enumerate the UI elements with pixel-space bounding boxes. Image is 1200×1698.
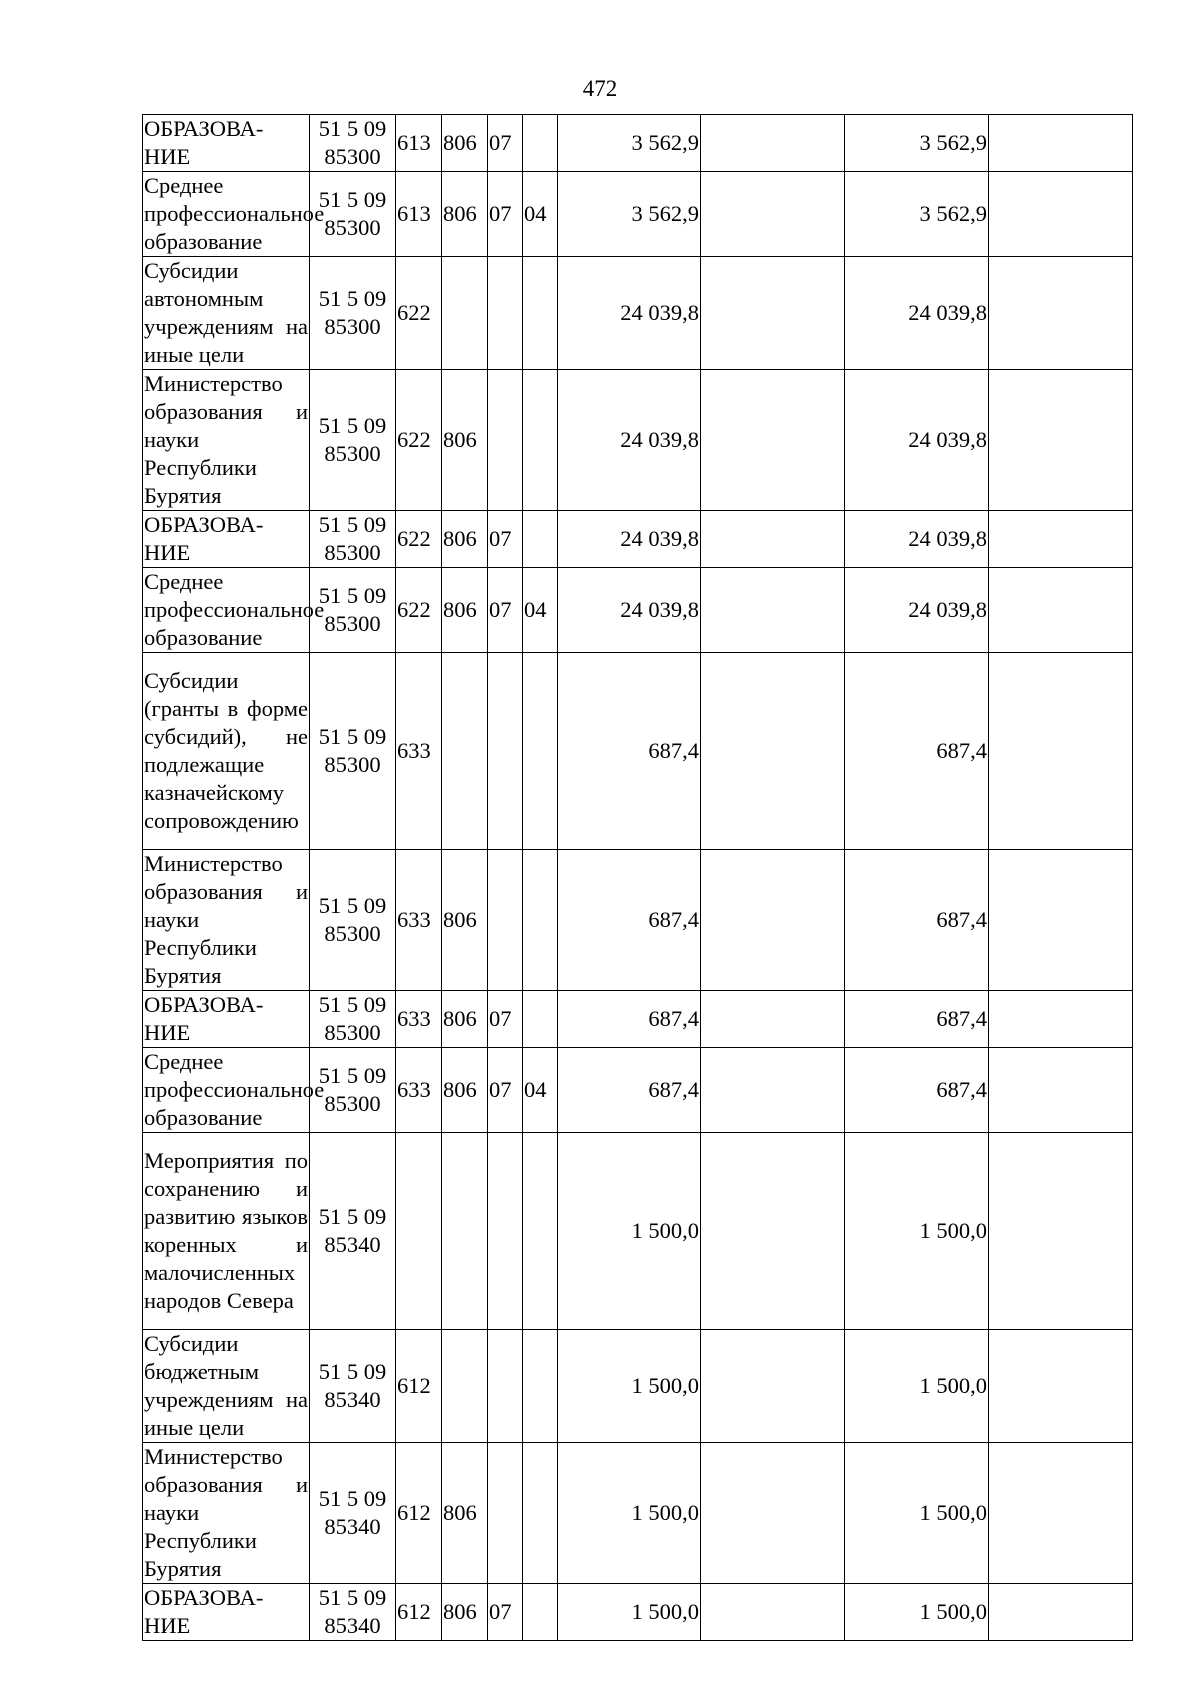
expense-type-code: 612 bbox=[396, 1330, 442, 1443]
amount-column-4 bbox=[989, 1443, 1133, 1584]
subsection-code bbox=[523, 1330, 558, 1443]
amount-total: 1 500,0 bbox=[558, 1584, 701, 1641]
amount-total: 24 039,8 bbox=[558, 257, 701, 370]
ministry-code: 806 bbox=[442, 850, 488, 991]
amount-column-2 bbox=[701, 370, 845, 511]
table-row bbox=[143, 850, 1133, 991]
amount-total: 687,4 bbox=[558, 653, 701, 850]
expense-type-code: 613 bbox=[396, 172, 442, 257]
row-name: Министерство образования и науки Республики Бурятия bbox=[143, 370, 310, 511]
ministry-code: 806 bbox=[442, 511, 488, 568]
target-code: 51 5 09 85300 bbox=[310, 370, 396, 511]
amount-column-3: 1 500,0 bbox=[845, 1133, 989, 1330]
section-code bbox=[488, 1443, 523, 1584]
section-code: 07 bbox=[488, 172, 523, 257]
row-name: Среднее профессиональное образование bbox=[143, 172, 310, 257]
row-name: Среднее профессиональное образование bbox=[143, 568, 310, 653]
subsection-code bbox=[523, 850, 558, 991]
subsection-code bbox=[523, 370, 558, 511]
amount-column-3: 687,4 bbox=[845, 991, 989, 1048]
amount-column-3: 1 500,0 bbox=[845, 1330, 989, 1443]
row-name: ОБРАЗОВА-НИЕ bbox=[143, 511, 310, 568]
amount-column-4 bbox=[989, 370, 1133, 511]
subsection-code bbox=[523, 257, 558, 370]
subsection-code bbox=[523, 115, 558, 172]
amount-column-2 bbox=[701, 1133, 845, 1330]
table-row bbox=[143, 1584, 1133, 1641]
amount-column-4 bbox=[989, 257, 1133, 370]
row-name: Мероприятия по сохранению и развитию языков коренных и малочисленных народов Севера bbox=[143, 1133, 310, 1330]
amount-column-2 bbox=[701, 172, 845, 257]
amount-column-4 bbox=[989, 1584, 1133, 1641]
expense-type-code: 633 bbox=[396, 850, 442, 991]
target-code: 51 5 09 85300 bbox=[310, 257, 396, 370]
subsection-code bbox=[523, 653, 558, 850]
expense-type-code: 633 bbox=[396, 1048, 442, 1133]
target-code: 51 5 09 85300 bbox=[310, 568, 396, 653]
amount-column-3: 687,4 bbox=[845, 850, 989, 991]
expense-type-code: 613 bbox=[396, 115, 442, 172]
amount-total: 24 039,8 bbox=[558, 511, 701, 568]
ministry-code: 806 bbox=[442, 1048, 488, 1133]
expense-type-code: 612 bbox=[396, 1443, 442, 1584]
target-code: 51 5 09 85340 bbox=[310, 1443, 396, 1584]
amount-column-2 bbox=[701, 568, 845, 653]
section-code bbox=[488, 370, 523, 511]
amount-total: 1 500,0 bbox=[558, 1443, 701, 1584]
expense-type-code: 633 bbox=[396, 653, 442, 850]
subsection-code bbox=[523, 511, 558, 568]
target-code: 51 5 09 85340 bbox=[310, 1584, 396, 1641]
ministry-code bbox=[442, 1133, 488, 1330]
expense-type-code: 622 bbox=[396, 370, 442, 511]
subsection-code bbox=[523, 1133, 558, 1330]
section-code: 07 bbox=[488, 568, 523, 653]
amount-total: 24 039,8 bbox=[558, 370, 701, 511]
amount-column-4 bbox=[989, 511, 1133, 568]
target-code: 51 5 09 85300 bbox=[310, 850, 396, 991]
amount-column-4 bbox=[989, 115, 1133, 172]
table-row bbox=[143, 370, 1133, 511]
ministry-code: 806 bbox=[442, 172, 488, 257]
amount-column-2 bbox=[701, 991, 845, 1048]
section-code bbox=[488, 653, 523, 850]
target-code: 51 5 09 85300 bbox=[310, 172, 396, 257]
subsection-code bbox=[523, 991, 558, 1048]
ministry-code: 806 bbox=[442, 1443, 488, 1584]
amount-total: 687,4 bbox=[558, 1048, 701, 1133]
amount-column-2 bbox=[701, 653, 845, 850]
amount-total: 687,4 bbox=[558, 991, 701, 1048]
expense-type-code: 622 bbox=[396, 568, 442, 653]
section-code: 07 bbox=[488, 115, 523, 172]
amount-column-3: 1 500,0 bbox=[845, 1584, 989, 1641]
table-row bbox=[143, 1048, 1133, 1133]
budget-table bbox=[142, 114, 1133, 1641]
amount-column-4 bbox=[989, 1133, 1133, 1330]
expense-type-code bbox=[396, 1133, 442, 1330]
row-name: Министерство образования и науки Республики Бурятия bbox=[143, 850, 310, 991]
amount-column-2 bbox=[701, 1330, 845, 1443]
amount-total: 687,4 bbox=[558, 850, 701, 991]
amount-column-4 bbox=[989, 1048, 1133, 1133]
amount-column-2 bbox=[701, 850, 845, 991]
amount-column-3: 1 500,0 bbox=[845, 1443, 989, 1584]
ministry-code bbox=[442, 653, 488, 850]
section-code: 07 bbox=[488, 511, 523, 568]
expense-type-code: 622 bbox=[396, 257, 442, 370]
amount-column-3: 3 562,9 bbox=[845, 115, 989, 172]
section-code: 07 bbox=[488, 1048, 523, 1133]
amount-column-2 bbox=[701, 511, 845, 568]
amount-column-3: 24 039,8 bbox=[845, 370, 989, 511]
table-row bbox=[143, 115, 1133, 172]
amount-column-4 bbox=[989, 1330, 1133, 1443]
row-name: Министерство образования и науки Республики Бурятия bbox=[143, 1443, 310, 1584]
amount-total: 3 562,9 bbox=[558, 172, 701, 257]
amount-column-3: 3 562,9 bbox=[845, 172, 989, 257]
target-code: 51 5 09 85300 bbox=[310, 511, 396, 568]
amount-column-2 bbox=[701, 257, 845, 370]
amount-column-4 bbox=[989, 991, 1133, 1048]
amount-column-4 bbox=[989, 568, 1133, 653]
expense-type-code: 612 bbox=[396, 1584, 442, 1641]
row-name: Субсидии бюджетным учреждениям на иные цели bbox=[143, 1330, 310, 1443]
row-name: Субсидии автономным учреждениям на иные цели bbox=[143, 257, 310, 370]
row-name: ОБРАЗОВА-НИЕ bbox=[143, 115, 310, 172]
ministry-code bbox=[442, 1330, 488, 1443]
amount-column-4 bbox=[989, 850, 1133, 991]
amount-total: 3 562,9 bbox=[558, 115, 701, 172]
target-code: 51 5 09 85300 bbox=[310, 653, 396, 850]
ministry-code: 806 bbox=[442, 370, 488, 511]
amount-total: 1 500,0 bbox=[558, 1330, 701, 1443]
amount-column-3: 24 039,8 bbox=[845, 568, 989, 653]
amount-column-2 bbox=[701, 1443, 845, 1584]
amount-column-4 bbox=[989, 653, 1133, 850]
amount-column-3: 24 039,8 bbox=[845, 511, 989, 568]
target-code: 51 5 09 85340 bbox=[310, 1330, 396, 1443]
table-row bbox=[143, 1133, 1133, 1330]
amount-column-3: 687,4 bbox=[845, 1048, 989, 1133]
section-code: 07 bbox=[488, 1584, 523, 1641]
target-code: 51 5 09 85300 bbox=[310, 1048, 396, 1133]
table-row bbox=[143, 991, 1133, 1048]
amount-column-2 bbox=[701, 1048, 845, 1133]
row-name: ОБРАЗОВА-НИЕ bbox=[143, 991, 310, 1048]
amount-total: 24 039,8 bbox=[558, 568, 701, 653]
table-row bbox=[143, 1443, 1133, 1584]
target-code: 51 5 09 85300 bbox=[310, 991, 396, 1048]
ministry-code bbox=[442, 257, 488, 370]
table-row bbox=[143, 1330, 1133, 1443]
table-row bbox=[143, 257, 1133, 370]
amount-column-4 bbox=[989, 172, 1133, 257]
table-row bbox=[143, 653, 1133, 850]
expense-type-code: 633 bbox=[396, 991, 442, 1048]
target-code: 51 5 09 85300 bbox=[310, 115, 396, 172]
target-code: 51 5 09 85340 bbox=[310, 1133, 396, 1330]
row-name: Субсидии (гранты в форме субсидий), не подлежащие казначейскому сопровождению bbox=[143, 653, 310, 850]
subsection-code: 04 bbox=[523, 568, 558, 653]
subsection-code bbox=[523, 1443, 558, 1584]
ministry-code: 806 bbox=[442, 568, 488, 653]
ministry-code: 806 bbox=[442, 115, 488, 172]
section-code bbox=[488, 850, 523, 991]
amount-column-3: 687,4 bbox=[845, 653, 989, 850]
section-code bbox=[488, 257, 523, 370]
amount-column-3: 24 039,8 bbox=[845, 257, 989, 370]
subsection-code bbox=[523, 1584, 558, 1641]
amount-column-2 bbox=[701, 115, 845, 172]
section-code bbox=[488, 1133, 523, 1330]
table-row bbox=[143, 511, 1133, 568]
ministry-code: 806 bbox=[442, 991, 488, 1048]
row-name: Среднее профессиональное образование bbox=[143, 1048, 310, 1133]
subsection-code: 04 bbox=[523, 172, 558, 257]
ministry-code: 806 bbox=[442, 1584, 488, 1641]
amount-column-2 bbox=[701, 1584, 845, 1641]
table-row bbox=[143, 568, 1133, 653]
row-name: ОБРАЗОВА-НИЕ bbox=[143, 1584, 310, 1641]
section-code bbox=[488, 1330, 523, 1443]
page-number: 472 bbox=[582, 76, 618, 101]
table-row bbox=[143, 172, 1133, 257]
expense-type-code: 622 bbox=[396, 511, 442, 568]
section-code: 07 bbox=[488, 991, 523, 1048]
subsection-code: 04 bbox=[523, 1048, 558, 1133]
amount-total: 1 500,0 bbox=[558, 1133, 701, 1330]
